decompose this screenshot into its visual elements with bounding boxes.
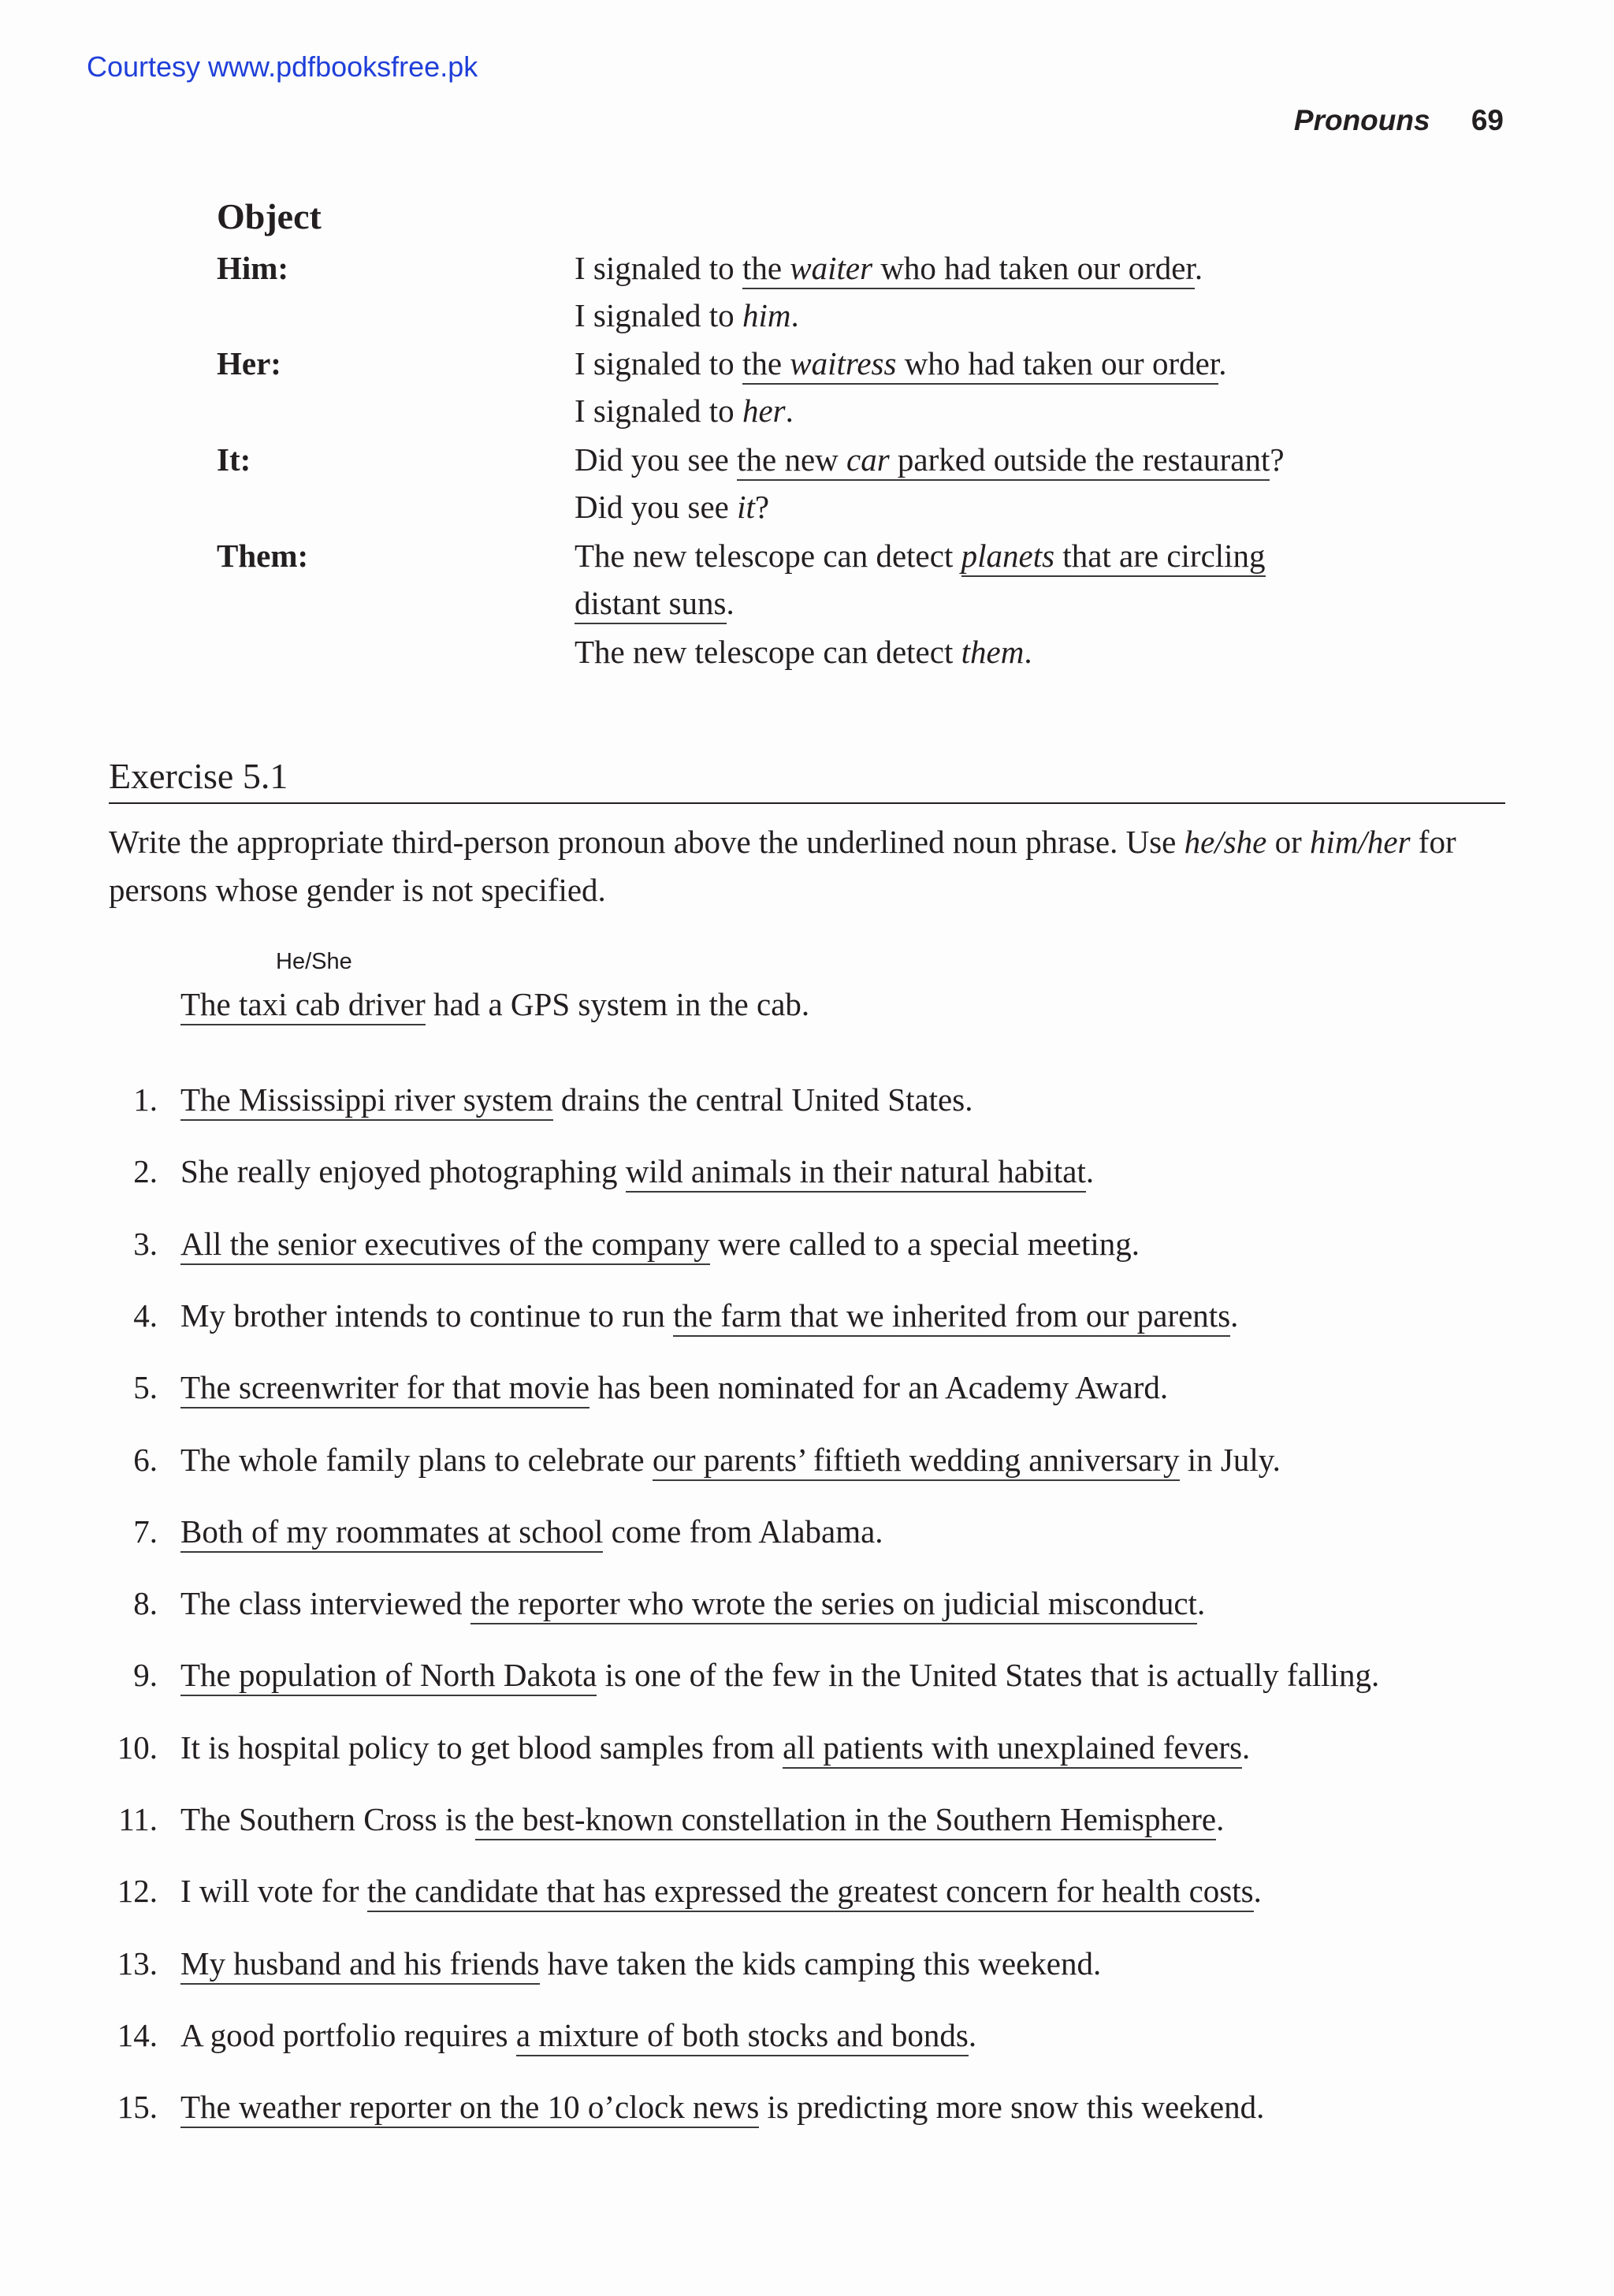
item-sentence: I will vote for the candidate that has expressed the greatest concern for health costs. [180,1872,1262,1910]
object-label: Them: [217,538,309,574]
item-sentence: The population of North Dakota is one of the few in the United States that is actually falling. [180,1656,1379,1694]
object-sentence: Did you see it? [575,489,770,525]
section-title: Pronouns [1293,104,1430,136]
object-label: It: [217,441,251,478]
item-sentence: My husband and his friends have taken the kids camping this weekend. [180,1944,1101,1982]
item-sentence: The screenwriter for that movie has been nominated for an Academy Award. [180,1368,1168,1406]
item-sentence: She really enjoyed photographing wild animals in their natural habitat. [180,1152,1094,1190]
underlined-noun-phrase: The population of North Dakota [180,1657,597,1696]
item-sentence: The weather reporter on the 10 o’clock news is predicting more snow this weekend. [180,2088,1264,2126]
item-number: 14. [117,2017,158,2053]
exercise-instructions: Write the appropriate third-person pronoun above the underlined noun phrase. Use he/she or him/her for persons whose gender is not specified. [109,824,1456,908]
item-sentence: All the senior executives of the company were called to a special meeting. [180,1225,1140,1263]
item-sentence: The Mississippi river system drains the central United States. [180,1081,972,1118]
item-number: 11. [118,1801,158,1837]
item-number: 8. [133,1585,158,1621]
object-heading: Object [217,196,322,236]
underlined-noun-phrase: the farm that we inherited from our parents [673,1297,1230,1337]
object-sentence: I signaled to her. [575,393,794,429]
page-number: 69 [1471,104,1504,136]
object-sentence: I signaled to him. [575,297,799,333]
underlined-noun-phrase: Both of my roommates at school [180,1513,603,1553]
object-sentence: I signaled to the waiter who had taken our order. [575,244,1203,292]
item-sentence: The Southern Cross is the best-known constellation in the Southern Hemisphere. [180,1800,1224,1838]
item-number: 4. [133,1297,158,1334]
object-sentence: distant suns. [575,579,734,627]
item-sentence: The whole family plans to celebrate our parents’ fiftieth wedding anniversary in July. [180,1441,1281,1479]
item-number: 12. [117,1873,158,1909]
courtesy-link[interactable]: Courtesy www.pdfbooksfree.pk [87,50,478,83]
object-label: Him: [217,250,289,286]
item-number: 10. [117,1729,158,1766]
item-number: 15. [117,2089,158,2125]
item-sentence: A good portfolio requires a mixture of both stocks and bonds. [180,2016,976,2054]
running-head [1294,104,1504,137]
item-number: 9. [133,1657,158,1693]
item-sentence: It is hospital policy to get blood samples from all patients with unexplained fevers. [180,1729,1250,1766]
item-number: 3. [133,1226,158,1262]
underlined-noun-phrase: our parents’ fiftieth wedding anniversary [653,1442,1180,1481]
item-number: 13. [117,1945,158,1982]
underlined-noun-phrase: the reporter who wrote the series on judicial misconduct [470,1585,1197,1624]
underlined-noun-phrase: The weather reporter on the 10 o’clock news [180,2089,759,2128]
item-number: 2. [133,1153,158,1189]
item-number: 7. [133,1513,158,1550]
object-sentence: I signaled to the waitress who had taken our order. [575,340,1226,387]
item-number: 5. [133,1369,158,1405]
item-number: 1. [133,1081,158,1118]
example-answer: He/She [276,949,352,974]
underlined-noun-phrase: the candidate that has expressed the greatest concern for health costs [367,1873,1254,1912]
example-sentence: The taxi cab driver had a GPS system in the cab. [180,985,809,1023]
underlined-noun-phrase: All the senior executives of the company [180,1226,710,1265]
object-label: Her: [217,345,281,381]
underlined-noun-phrase: My husband and his friends [180,1945,540,1985]
item-sentence: The class interviewed the reporter who wrote the series on judicial misconduct. [180,1584,1205,1622]
item-sentence: My brother intends to continue to run the farm that we inherited from our parents. [180,1297,1238,1334]
underlined-noun-phrase: all patients with unexplained fevers [783,1729,1242,1769]
object-sentence: The new telescope can detect them. [575,634,1032,670]
item-number: 6. [133,1442,158,1478]
underlined-noun-phrase: a mixture of both stocks and bonds [516,2017,969,2056]
exercise-rule [109,802,1505,804]
underlined-noun-phrase: The screenwriter for that movie [180,1369,589,1408]
underlined-noun-phrase: the best-known constellation in the Southern Hemisphere [475,1801,1217,1840]
object-sentence: Did you see the new car parked outside the restaurant? [575,436,1285,483]
item-sentence: Both of my roommates at school come from Alabama. [180,1513,883,1550]
object-sentence: The new telescope can detect planets that are circling [575,532,1266,579]
exercise-title: Exercise 5.1 [109,756,288,796]
underlined-noun-phrase: wild animals in their natural habitat [626,1153,1086,1193]
underlined-noun-phrase: The Mississippi river system [180,1081,553,1121]
